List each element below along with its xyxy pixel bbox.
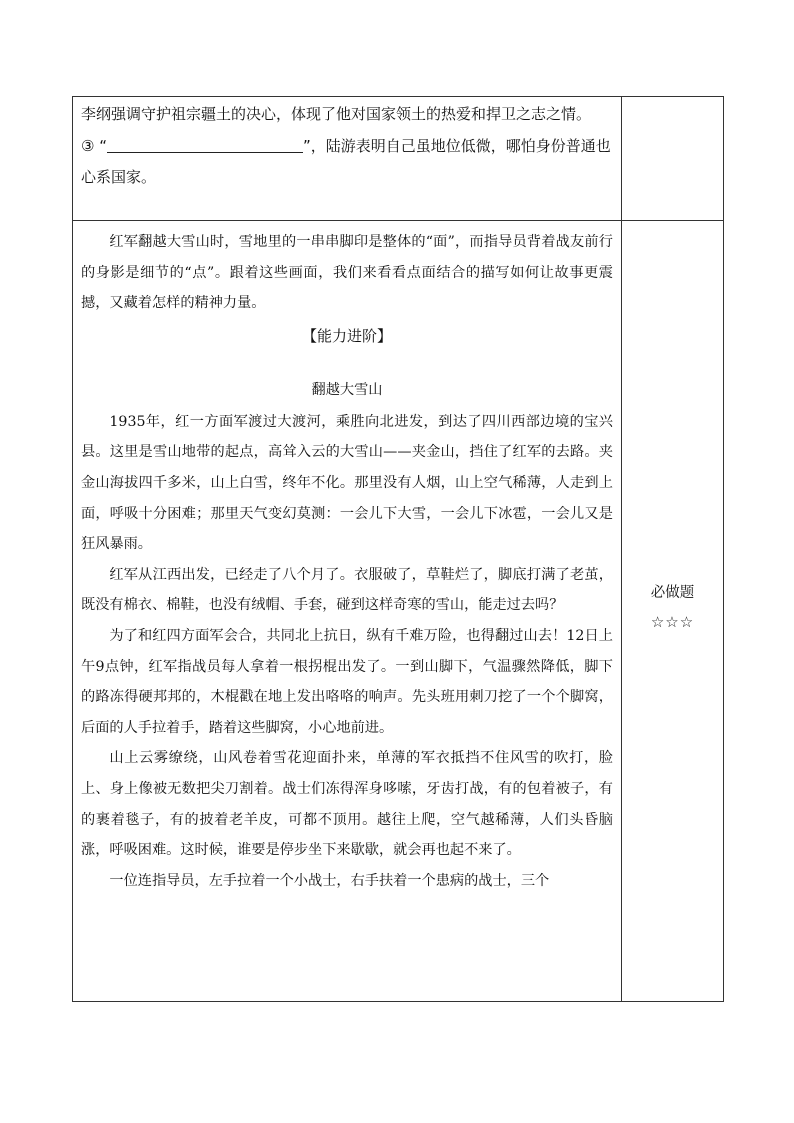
item-3-suffix: ”，陆游表明自己虽地位低微，哪怕身份普通也心系国家。 <box>81 136 611 186</box>
section-heading: 【能力进阶】 <box>301 326 392 345</box>
required-label: 必做题 <box>650 585 695 601</box>
table-row <box>73 221 724 1002</box>
side-cell-empty <box>622 97 724 221</box>
answer-line: 李纲强调守护祖宗疆土的决心，体现了他对国家领土的热爱和捍卫之志之情。 <box>81 105 592 123</box>
intro-paragraph: 红军翻越大雪山时，雪地里的一串串脚印是整体的“面”，而指导员背着战友前行的身影是细节的“点”。跟着这些画面，我们来看看点面结合的描写如何让故事更震撼，又藏着怎样的精神力量。 <box>81 234 613 312</box>
reading-cell <box>73 221 622 1002</box>
table-row <box>73 97 724 221</box>
difficulty-stars-icon: ☆☆☆ <box>650 613 695 631</box>
story-paragraph: 山上云雾缭绕，山风卷着雪花迎面扑来，单薄的军衣抵挡不住风雪的吹打，脸上、身上像被无数把尖刀割着。战士们冻得浑身哆嗦，牙齿打战，有的包着被子，有的裹着毯子，有的披着老羊皮，可都不顶用。越往上爬，空气越稀薄，人们头昏脑涨，呼吸困难。这时候，谁要是停步坐下来歇歇，就会再也起不来了。 <box>81 750 613 859</box>
worksheet-table <box>72 96 724 1002</box>
story-paragraph: 为了和红四方面军会合，共同北上抗日，纵有千难万险，也得翻过山去！12日上午9点钟，红军指战员每人拿着一根拐棍出发了。一到山脚下，气温骤然降低，脚下的路冻得硬邦邦的，木棍戳在地上发出咯咯的响声。先头班用刺刀挖了一个个脚窝，后面的人手拉着手，踏着这些脚窝，小心地前进。 <box>81 627 613 736</box>
story-paragraph: 红军从江西出发，已经走了八个月了。衣服破了，草鞋烂了，脚底打满了老茧，既没有棉衣、棉鞋，也没有绒帽、手套，碰到这样奇寒的雪山，能走过去吗？ <box>81 566 613 614</box>
answer-cell <box>73 97 622 221</box>
worksheet-page <box>72 96 722 1002</box>
story-paragraph: 1935年，红一方面军渡过大渡河，乘胜向北进发，到达了四川西部边境的宝兴县。这里是雪山地带的起点，高耸入云的大雪山——夹金山，挡住了红军的去路。夹金山海拔四千多米，山上白雪，终年不化。那里没有人烟，山上空气稀薄，人走到上面，呼吸十分困难；那里天气变幻莫测：一会儿下大雪，一会儿下冰雹，一会儿又是狂风暴雨。 <box>81 413 613 553</box>
item-3-prefix: ③ “ <box>81 136 107 155</box>
fill-in-blank[interactable] <box>107 134 303 153</box>
story-title: 翻越大雪山 <box>311 381 383 398</box>
fill-in-item-3 <box>81 131 613 194</box>
requirement-cell <box>622 221 724 1002</box>
story-paragraph: 一位连指导员，左手拉着一个小战士，右手扶着一个患病的战士，三个 <box>109 872 550 889</box>
